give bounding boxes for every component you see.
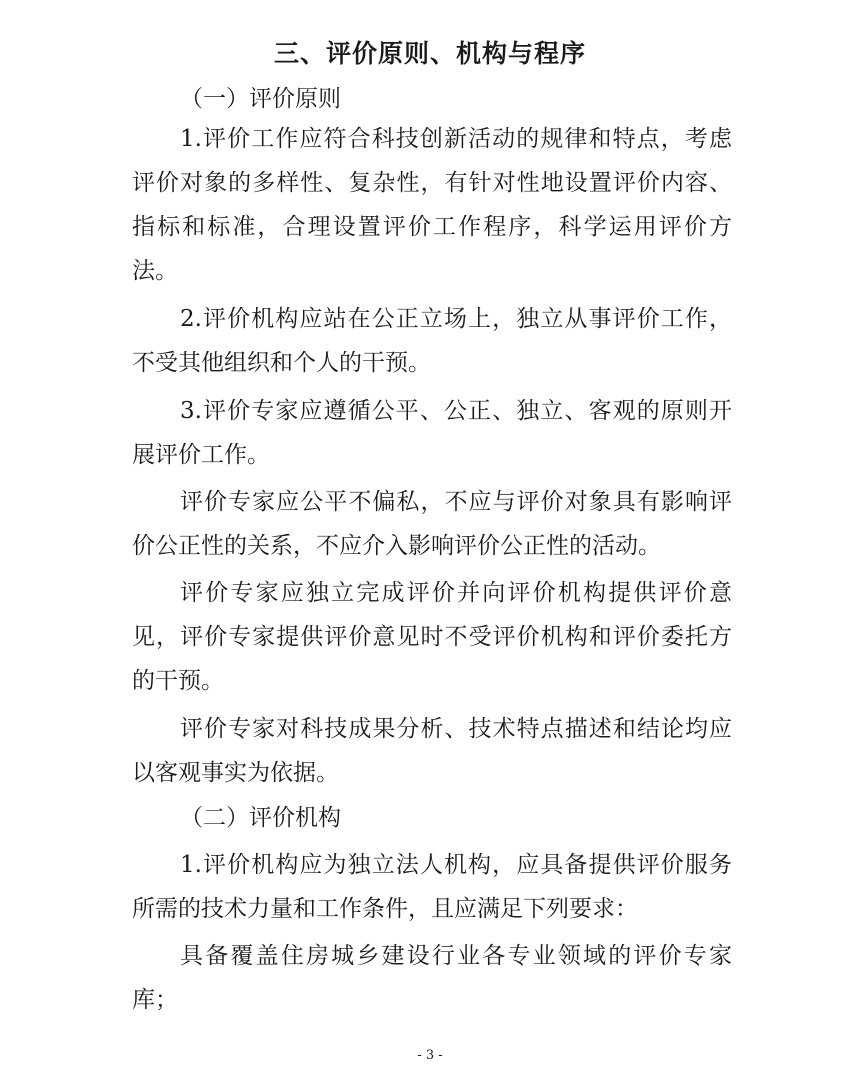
paragraph-line: 法。	[132, 258, 178, 284]
paragraph-line: 具备覆盖住房城乡建设行业各专业领域的评价专家	[180, 943, 732, 969]
section-heading-principles: （一）评价原则	[180, 86, 341, 112]
paragraph-line: 3.评价专家应遵循公平、公正、独立、客观的原则开	[180, 398, 732, 424]
page-title: 三、评价原则、机构与程序	[273, 39, 586, 68]
paragraph-line: 1.评价机构应为独立法人机构，应具备提供评价服务	[180, 852, 732, 878]
page-number: - 3 -	[417, 1048, 443, 1063]
section-heading-institutions: （二）评价机构	[180, 805, 341, 831]
paragraph-line: 见，评价专家提供评价意见时不受评价机构和评价委托方	[132, 624, 732, 650]
paragraph-line: 评价专家应独立完成评价并向评价机构提供评价意	[180, 580, 732, 606]
paragraph-line: 以客观事实为依据。	[132, 760, 339, 786]
paragraph-line: 展评价工作。	[132, 442, 270, 468]
paragraph-line: 评价专家应公平不偏私，不应与评价对象具有影响评	[180, 489, 732, 515]
paragraph-line: 库；	[132, 987, 178, 1013]
paragraph-line: 价公正性的关系，不应介入影响评价公正性的活动。	[132, 533, 661, 559]
paragraph-line: 2.评价机构应站在公正立场上，独立从事评价工作，	[180, 306, 732, 332]
paragraph-line: 不受其他组织和个人的干预。	[132, 350, 431, 376]
paragraph-line: 所需的技术力量和工作条件，且应满足下列要求：	[132, 896, 638, 922]
paragraph-line: 评价专家对科技成果分析、技术特点描述和结论均应	[180, 716, 732, 742]
paragraph-line: 的干预。	[132, 668, 224, 694]
paragraph-line: 1.评价工作应符合科技创新活动的规律和特点，考虑	[180, 126, 732, 152]
paragraph-line: 指标和标准，合理设置评价工作程序，科学运用评价方	[132, 214, 732, 240]
paragraph-line: 评价对象的多样性、复杂性，有针对性地设置评价内容、	[132, 170, 732, 196]
